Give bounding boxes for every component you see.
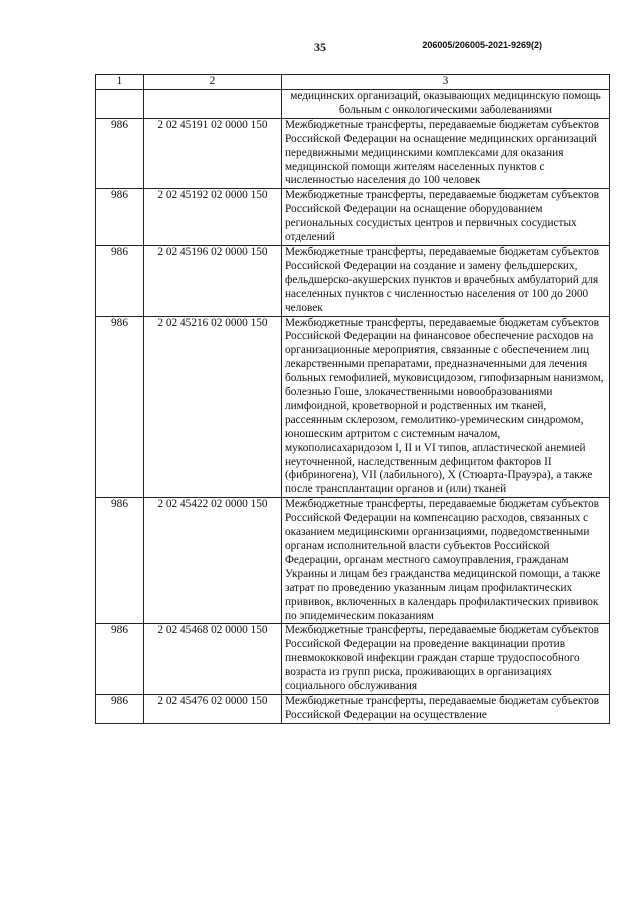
table-row (96, 245, 610, 316)
continuation-text: медицинских организаций, оказывающих медицинскую помощь больным с онкологическими заболеваниями (282, 90, 610, 119)
revenue-name: Межбюджетные трансферты, передаваемые бюджетам субъектов Российской Федерации на осуществление (282, 694, 610, 723)
revenue-name: Межбюджетные трансферты, передаваемые бюджетам субъектов Российской Федерации на финансовое обеспечение расходов на организационные мероприятия, связанные с обеспечением лиц лекарственными препаратами, предназначенными для лечения больных гемофилией, муковисцидозом, гипофизарным нанизмом, болезнью Гоше, злокачественными новообразованиями лимфоидной, кроветворной и родственных им тканей, рассеянным склерозом, гемолитико-уремическим синдромом, юношеским артритом с системным началом, мукополисахаридозом I, II и VI типов, апластической анемией неуточненной, наследственным дефицитом факторов II (фибриногена), VII (лабильного), X (Стюарта-Прауэра), а также после трансплантации органов и (или) тканей (282, 316, 610, 498)
column-header-3: 3 (282, 75, 610, 90)
code-cell (144, 90, 282, 119)
continuation-row (96, 90, 610, 119)
admin-code: 986 (96, 498, 144, 624)
column-header-2: 2 (144, 75, 282, 90)
admin-code: 986 (96, 245, 144, 316)
column-number-row (96, 75, 610, 90)
table-row (96, 118, 610, 189)
admin-code: 986 (96, 189, 144, 246)
revenue-name: Межбюджетные трансферты, передаваемые бюджетам субъектов Российской Федерации на компенсацию расходов, связанных с оказанием медицинскими организациями, подведомственными органам исполнительной власти субъектов Российской Федерации, органам местного самоуправления, гражданам Украины и лицам без гражданства медицинской помощи, а также затрат по проведению указанным лицам профилактических прививок, включенных в календарь профилактических прививок по эпидемическим показаниям (282, 498, 610, 624)
revenue-name: Межбюджетные трансферты, передаваемые бюджетам субъектов Российской Федерации на оснащение оборудованием региональных сосудистых центров и первичных сосудистых отделений (282, 189, 610, 246)
table-row (96, 624, 610, 695)
budget-code: 2 02 45192 02 0000 150 (144, 189, 282, 246)
revenue-name: Межбюджетные трансферты, передаваемые бюджетам субъектов Российской Федерации на создание и замену фельдшерских, фельдшерско-акушерских пунктов и врачебных амбулаторий для населенных пунктов с численностью населения от 100 до 2000 человек (282, 245, 610, 316)
budget-code: 2 02 45476 02 0000 150 (144, 694, 282, 723)
budget-code: 2 02 45191 02 0000 150 (144, 118, 282, 189)
revenue-name: Межбюджетные трансферты, передаваемые бюджетам субъектов Российской Федерации на оснащение медицинских организаций передвижными медицинскими комплексами для оказания медицинской помощи жителям населенных пунктов с численностью населения до 100 человек (282, 118, 610, 189)
budget-classification-table (95, 74, 610, 724)
admin-code: 986 (96, 624, 144, 695)
revenue-name: Межбюджетные трансферты, передаваемые бюджетам субъектов Российской Федерации на проведение вакцинации против пневмококковой инфекции граждан старше трудоспособного возраста из групп риска, проживающих в организациях социального обслуживания (282, 624, 610, 695)
admin-code: 986 (96, 316, 144, 498)
table-row (96, 189, 610, 246)
admin-code: 986 (96, 118, 144, 189)
table-row (96, 694, 610, 723)
budget-code: 2 02 45196 02 0000 150 (144, 245, 282, 316)
document-code: 206005/206005-2021-9269(2) (422, 40, 542, 50)
budget-code: 2 02 45422 02 0000 150 (144, 498, 282, 624)
table-row (96, 316, 610, 498)
admin-cell (96, 90, 144, 119)
page-number: 35 (314, 40, 326, 54)
admin-code: 986 (96, 694, 144, 723)
table-row (96, 498, 610, 624)
budget-code: 2 02 45468 02 0000 150 (144, 624, 282, 695)
budget-code: 2 02 45216 02 0000 150 (144, 316, 282, 498)
column-header-1: 1 (96, 75, 144, 90)
